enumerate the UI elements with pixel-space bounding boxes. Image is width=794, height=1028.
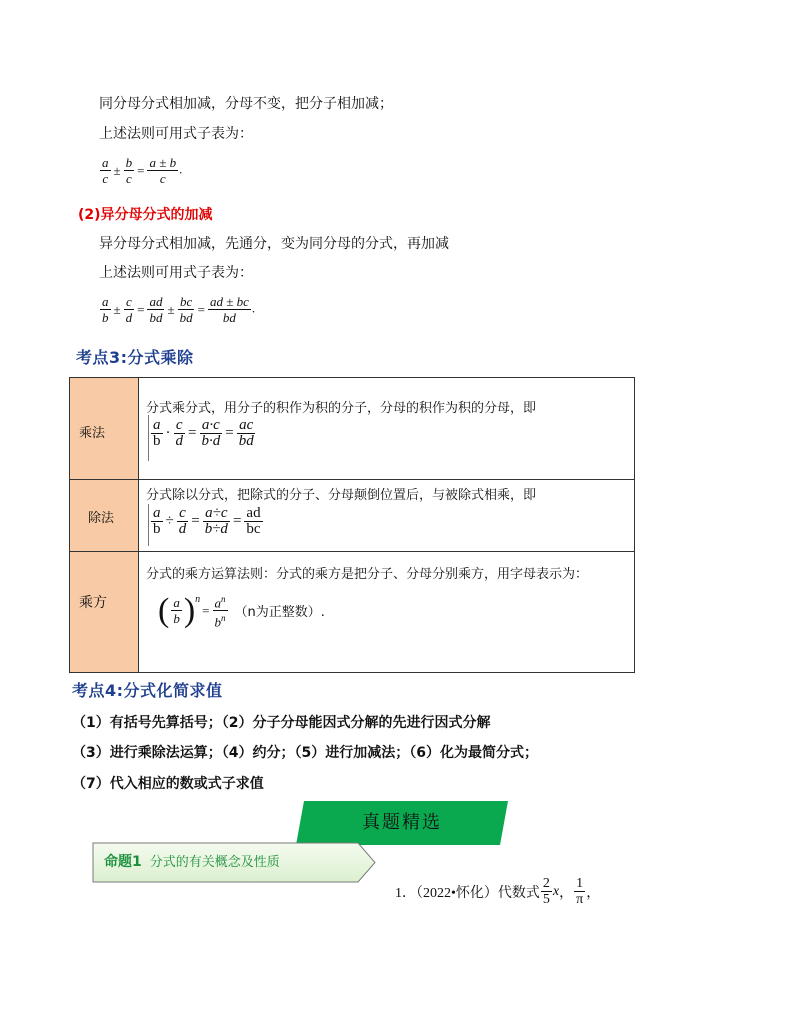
dot-op: · (165, 425, 171, 441)
trailing-comma: ， (586, 885, 601, 901)
row-label: 乘方 (79, 595, 107, 611)
row-label-cell (70, 480, 139, 551)
row-content-cell (140, 552, 634, 672)
frac-den (213, 611, 228, 629)
frac-den: b (153, 521, 161, 537)
row-content-cell (140, 480, 634, 551)
eq-op: = (202, 602, 210, 618)
multiply-formula (150, 418, 257, 449)
row-label: 除法 (88, 511, 115, 526)
divider-bar (148, 504, 149, 546)
frac-num: a (102, 294, 109, 309)
frac-den: b (173, 611, 180, 627)
frac-den: bd (149, 310, 163, 325)
frac-num: a (153, 417, 161, 433)
multiply-rule-text: 分式乘分式，用分子的积作为积的分子，分母的积作为积的分母，即 (146, 401, 537, 416)
frac-num: a÷c (205, 505, 228, 521)
pm-op: ± (113, 162, 121, 178)
power-rule-text: 分式的乘方运算法则：分式的乘方是把分子、分母分别乘方，用字母表示为： (146, 567, 589, 582)
divide-formula (150, 506, 264, 537)
formula-intro-1: 上述法则可用式子表为： (99, 126, 253, 142)
row-label: 乘法 (79, 426, 106, 441)
frac-den: bd (238, 433, 254, 449)
frac-den: bd (222, 310, 236, 325)
row-label-cell (70, 552, 139, 672)
frac-num: a (102, 155, 109, 170)
exponent: n (195, 594, 201, 605)
eq-op: = (137, 162, 145, 178)
different-denominator-rule: 异分母分式相加减，先通分，变为同分母的分式，再加减 (99, 236, 449, 252)
frac-num: b (125, 155, 133, 170)
table-row-divide (70, 480, 634, 552)
frac-num: a (173, 595, 180, 611)
frac-den: c (102, 171, 109, 186)
row-content-cell (140, 378, 634, 479)
frac-num: ac (239, 417, 254, 433)
same-denominator-formula (99, 155, 182, 186)
different-denominator-formula (99, 294, 255, 325)
frac-den: b÷d (204, 521, 228, 537)
point4-heading: 考点4:分式化简求值 (72, 681, 223, 700)
frac-den: c (126, 171, 132, 186)
separator: ， (559, 885, 574, 901)
table-row-power (70, 552, 634, 672)
frac-num: 2 (542, 876, 550, 891)
frac-num: 1 (576, 876, 584, 891)
frac-den: 5 (542, 892, 550, 907)
same-denominator-rule: 同分母分式相加减，分母不变，把分子相加减； (99, 96, 393, 112)
positive-integer-note: （n为正整数）. (234, 605, 325, 621)
different-denominator-heading: (2)异分母分式的加减 (78, 207, 213, 223)
frac-den: d (175, 433, 183, 449)
divider-bar (148, 415, 149, 461)
simplify-step-line: （7）代入相应的数或式子求值 (72, 776, 264, 792)
frac-num: a·c (201, 417, 220, 433)
exponent: n (221, 594, 226, 604)
divide-rule-text: 分式除以分式，把除式的分子、分母颠倒位置后，与被除式相乘，即 (146, 488, 537, 503)
eq-op: = (137, 301, 145, 317)
base-a: a (214, 595, 221, 611)
pm-op: ± (167, 301, 175, 317)
paren-close: ) (183, 591, 196, 629)
frac-num: bc (179, 294, 193, 309)
frac-den: bc (246, 521, 261, 537)
variable-x: x (552, 883, 560, 899)
frac-den: d (178, 521, 187, 537)
period: . (179, 161, 183, 177)
formula-intro-2: 上述法则可用式子表为： (99, 265, 253, 281)
point3-heading: 考点3:分式乘除 (76, 348, 194, 367)
frac-num: c (175, 417, 183, 433)
question-prefix: 1．（2022•怀化）代数式 (395, 885, 540, 901)
proposition-label: 命题1 (104, 854, 142, 870)
pm-op: ± (113, 301, 121, 317)
frac-den: d (125, 310, 133, 325)
eq-op: = (232, 513, 242, 529)
power-formula (158, 592, 325, 630)
frac-num: ad ± bc (209, 294, 249, 309)
eq-op: = (225, 425, 234, 441)
frac-num: ad (149, 294, 163, 309)
frac-num: ad (246, 505, 261, 521)
section-banner-title: 真题精选 (362, 812, 442, 833)
div-op: ÷ (165, 513, 174, 529)
frac-num: c (126, 294, 132, 309)
frac-den: π (576, 892, 584, 907)
row-label-cell (70, 378, 139, 479)
frac-den: b (102, 310, 109, 325)
frac-den: bd (179, 310, 193, 325)
eq-op: = (188, 425, 197, 441)
proposition-title: 分式的有关概念及性质 (149, 855, 280, 870)
frac-num: c (179, 505, 186, 521)
multiply-divide-table (69, 377, 635, 673)
simplify-step-line: （3）进行乘除法运算；（4）约分；（5）进行加减法；（6）化为最简分式； (72, 745, 538, 761)
frac-den: b (153, 433, 161, 449)
proposition-tag (104, 851, 280, 871)
eq-op: = (191, 513, 200, 529)
frac-num: a (153, 505, 161, 521)
period: . (251, 300, 256, 316)
question-1 (395, 876, 600, 907)
exponent: n (221, 613, 226, 624)
paren-open: ( (158, 591, 170, 629)
frac-num (213, 592, 228, 611)
base-b: b (214, 614, 221, 630)
table-row-multiply (70, 378, 634, 480)
simplify-step-line: （1）有括号先算括号；（2）分子分母能因式分解的先进行因式分解 (72, 715, 491, 731)
frac-den: c (159, 171, 166, 186)
frac-den: b·d (201, 433, 221, 449)
frac-num: a ± b (149, 155, 177, 170)
eq-op: = (197, 301, 205, 317)
